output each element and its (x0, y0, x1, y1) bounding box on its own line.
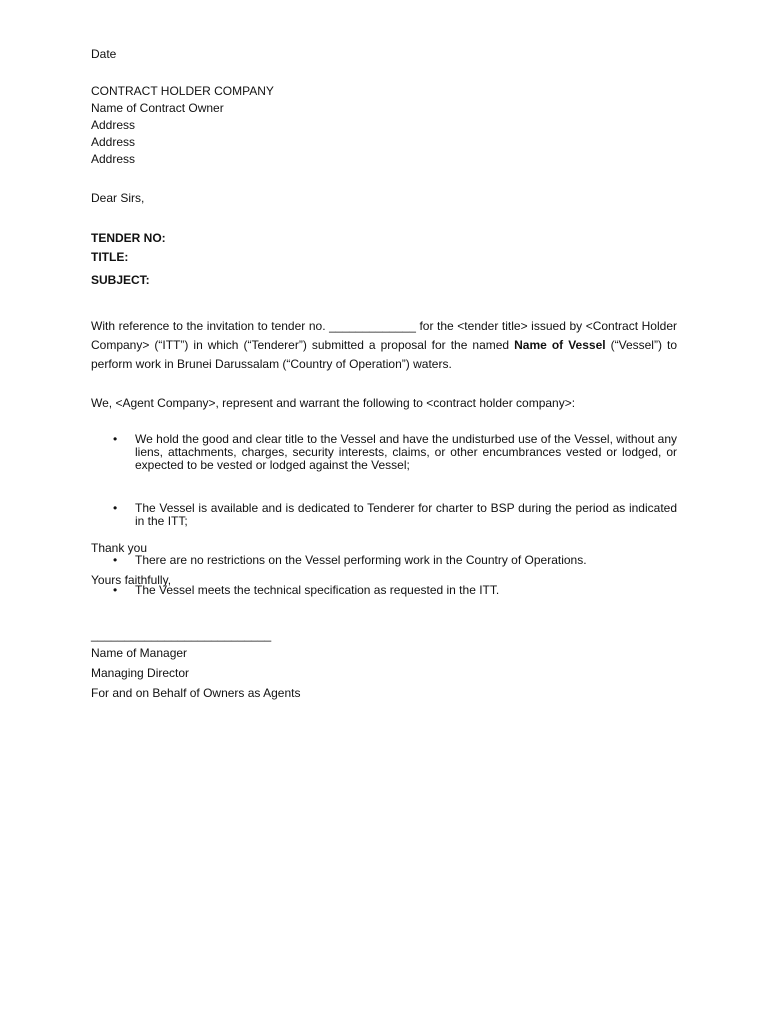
bullet-icon: • (113, 553, 118, 567)
recipient-company: CONTRACT HOLDER COMPANY (91, 84, 274, 98)
signatory-on-behalf: For and on Behalf of Owners as Agents (91, 686, 301, 700)
list-item (91, 433, 677, 472)
thanks-line: Thank you (91, 541, 148, 555)
salutation: Dear Sirs, (91, 191, 145, 205)
list-item (91, 584, 677, 597)
signatory-name: Name of Manager (91, 646, 188, 660)
title-label: TITLE: (91, 250, 129, 264)
list-item-text: There are no restrictions on the Vessel performing work in the Country of Operations. (135, 553, 587, 567)
closing-line: Yours faithfully, (91, 573, 172, 587)
bullet-icon: • (113, 432, 118, 446)
list-item-text: The Vessel meets the technical specification as requested in the ITT. (135, 583, 500, 597)
tender-no-label: TENDER NO: (91, 231, 166, 245)
reference-paragraph-text: With reference to the invitation to tender no. _____________ for the <tender title> issued by <Contract Holder Company> (“ITT”) in which (“Tenderer”) submitted a proposal for the named (91, 319, 677, 352)
list-item-text: We hold the good and clear title to the Vessel and have the undisturbed use of the Vessel, without any liens, attachments, charges, security interests, claims, or other encumbrances vested or lodged, or expected to be vested or lodged against the Vessel; (135, 432, 677, 472)
signatory-position: Managing Director (91, 666, 190, 680)
recipient-address-line: Address (91, 135, 136, 149)
bullet-icon: • (113, 501, 118, 515)
signature-line: ___________________________ (91, 628, 272, 642)
warranty-intro-paragraph: We, <Agent Company>, represent and warrant the following to <contract holder company>: (91, 396, 576, 410)
subject-label: SUBJECT: (91, 273, 150, 287)
bullet-icon: • (113, 583, 118, 597)
recipient-owner: Name of Contract Owner (91, 101, 224, 115)
reference-paragraph-text: (“Vessel”) to perform work in Brunei Darussalam (“Country of Operation”) waters. (91, 338, 677, 371)
list-item (91, 554, 677, 567)
date-line: Date (91, 47, 117, 61)
list-item-text: The Vessel is available and is dedicated to Tenderer for charter to BSP during the period as indicated in the ITT; (135, 501, 677, 528)
recipient-address-line: Address (91, 152, 136, 166)
reference-paragraph (91, 317, 677, 374)
recipient-address-line: Address (91, 118, 136, 132)
vessel-name: Name of Vessel (514, 338, 606, 352)
list-item (91, 502, 677, 528)
